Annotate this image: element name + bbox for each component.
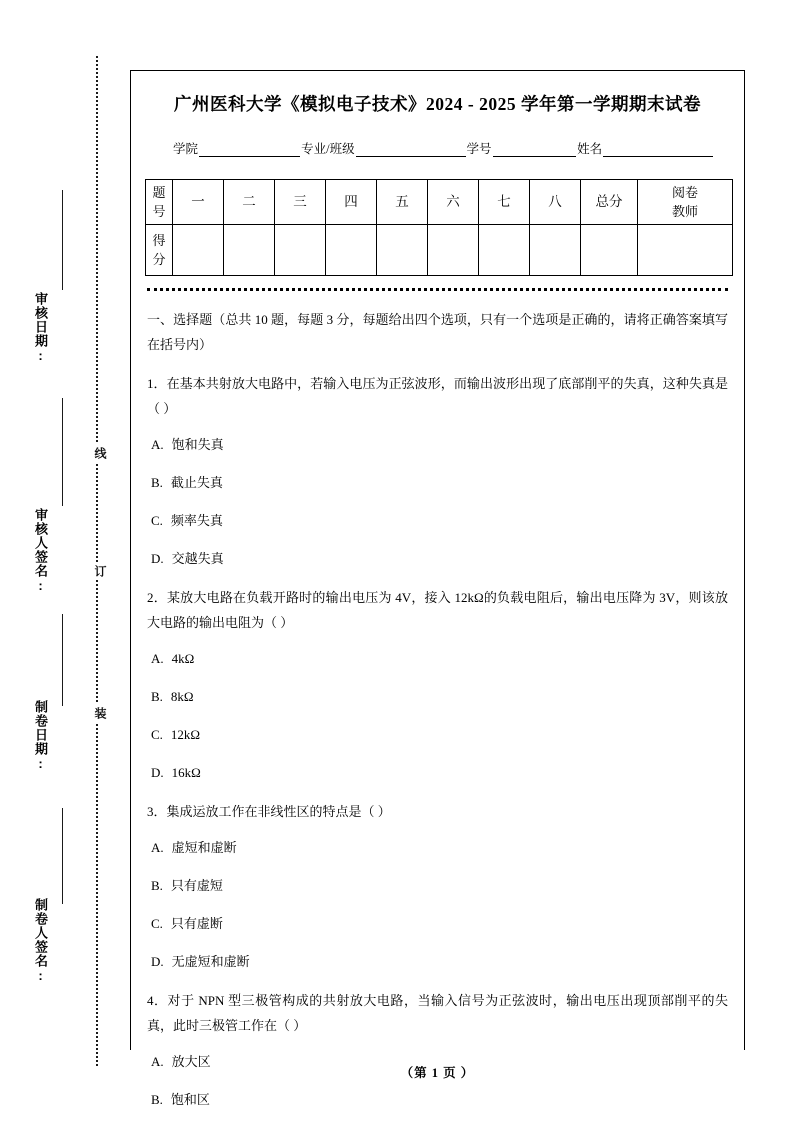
question-stem: 1．在基本共射放大电路中，若输入电压为正弦波形，而输出波形出现了底部削平的失真，这种失真是（ ） [147, 376, 728, 416]
score-cell-teacher[interactable] [638, 225, 733, 276]
question-stem: 2．某放大电路在负载开路时的输出电压为 4V，接入 12kΩ的负载电阻后，输出电压降为 3V，则该放大电路的输出电阻为（ ） [147, 590, 728, 630]
question-block-3 [147, 799, 728, 974]
table-row-question-numbers [146, 180, 733, 225]
score-cell-7[interactable] [479, 225, 530, 276]
student-id-blank[interactable] [493, 143, 577, 157]
option-text: 饱和区 [170, 1092, 210, 1107]
option-b[interactable] [151, 685, 728, 709]
option-b[interactable] [151, 874, 728, 898]
column-header-teacher [638, 180, 733, 225]
option-key: A. [151, 1054, 164, 1069]
section-divider [147, 288, 728, 291]
option-a[interactable] [151, 836, 728, 860]
binding-margin [0, 0, 120, 1122]
question-list [145, 307, 730, 1112]
teacher-label-line2: 教师 [671, 204, 698, 219]
option-key: A. [151, 437, 164, 452]
option-key: C. [151, 916, 163, 931]
question-block-2 [147, 585, 728, 785]
score-header-line2: 分 [152, 252, 166, 267]
student-info-line [145, 139, 730, 157]
option-key: C. [151, 513, 163, 528]
option-key: D. [151, 954, 164, 969]
table-row-scores [146, 225, 733, 276]
row-header-line2: 号 [152, 204, 166, 219]
option-text: 无虚短和虚断 [171, 954, 250, 969]
row-header-line1: 题 [152, 185, 166, 200]
column-header-1: 一 [173, 180, 224, 225]
question-stem: 4．对于 NPN 型三极管构成的共射放大电路，当输入信号为正弦波时，输出电压出现顶部削平的失真，此时三极管工作在（ ） [147, 993, 728, 1033]
option-text: 16kΩ [171, 765, 201, 780]
score-cell-4[interactable] [326, 225, 377, 276]
option-key: A. [151, 651, 164, 666]
binding-dotted-line [96, 56, 98, 1066]
option-c[interactable] [151, 912, 728, 936]
page-number-footer: （第 1 页 ） [400, 1066, 475, 1080]
option-text: 12kΩ [170, 727, 201, 742]
option-key: D. [151, 765, 164, 780]
question-stem: 3．集成运放工作在非线性区的特点是（ ） [147, 804, 391, 819]
option-c[interactable] [151, 723, 728, 747]
college-blank[interactable] [199, 143, 300, 157]
name-blank[interactable] [603, 143, 713, 157]
column-header-7: 七 [479, 180, 530, 225]
option-key: A. [151, 840, 164, 855]
score-cell-3[interactable] [275, 225, 326, 276]
column-header-total: 总分 [581, 180, 638, 225]
option-a[interactable] [151, 433, 728, 457]
option-key: B. [151, 475, 163, 490]
column-header-8: 八 [530, 180, 581, 225]
score-cell-8[interactable] [530, 225, 581, 276]
column-header-2: 二 [224, 180, 275, 225]
option-key: B. [151, 1092, 163, 1107]
row-header-question-number [146, 180, 173, 225]
option-d[interactable] [151, 547, 728, 571]
margin-label-maker-signature: 制卷人签名: [33, 898, 48, 984]
score-cell-1[interactable] [173, 225, 224, 276]
column-header-6: 六 [428, 180, 479, 225]
margin-rule-2 [62, 398, 63, 506]
option-key: B. [151, 689, 163, 704]
score-cell-6[interactable] [428, 225, 479, 276]
option-text: 8kΩ [170, 689, 194, 704]
option-b[interactable] [151, 1088, 728, 1112]
major-label: 专业/班级 [301, 142, 355, 156]
margin-label-review-date: 审核日期: [33, 292, 48, 364]
option-d[interactable] [151, 761, 728, 785]
question-block-1 [147, 371, 728, 571]
teacher-label-line1: 阅卷 [671, 185, 698, 200]
margin-rule-4 [62, 808, 63, 904]
margin-label-maker-date: 制卷日期: [33, 700, 48, 772]
option-key: D. [151, 551, 164, 566]
binding-char-wrap: 装 [85, 704, 109, 722]
margin-rule-1 [62, 190, 63, 290]
page-title: 广州医科大学《模拟电子技术》2024 - 2025 学年第一学期期末试卷 [174, 94, 701, 114]
option-a[interactable] [151, 647, 728, 671]
option-text: 虚短和虚断 [171, 840, 237, 855]
option-key: B. [151, 878, 163, 893]
option-c[interactable] [151, 509, 728, 533]
score-table [145, 179, 733, 276]
option-key: C. [151, 727, 163, 742]
student-id-label: 学号 [466, 142, 492, 156]
binding-char-bind: 订 [85, 562, 109, 580]
option-text: 饱和失真 [171, 437, 224, 452]
option-text: 截止失真 [170, 475, 223, 490]
margin-label-reviewer-signature: 审核人签名: [33, 508, 48, 594]
column-header-3: 三 [275, 180, 326, 225]
column-header-4: 四 [326, 180, 377, 225]
option-text: 放大区 [171, 1054, 211, 1069]
column-header-5: 五 [377, 180, 428, 225]
option-text: 频率失真 [170, 513, 223, 528]
option-b[interactable] [151, 471, 728, 495]
margin-rule-3 [62, 614, 63, 706]
score-header-line1: 得 [152, 233, 166, 248]
question-block-4 [147, 988, 728, 1112]
score-cell-2[interactable] [224, 225, 275, 276]
option-d[interactable] [151, 950, 728, 974]
major-blank[interactable] [356, 143, 466, 157]
option-text: 只有虚断 [170, 916, 223, 931]
college-label: 学院 [173, 142, 199, 156]
name-label: 姓名 [577, 142, 603, 156]
row-header-score [146, 225, 173, 276]
score-cell-total[interactable] [581, 225, 638, 276]
option-text: 只有虚短 [170, 878, 223, 893]
binding-char-line: 线 [85, 444, 109, 462]
score-cell-5[interactable] [377, 225, 428, 276]
section-heading: 一、选择题（总共 10 题，每题 3 分，每题给出四个选项，只有一个选项是正确的，请将正确答案填写在括号内） [147, 312, 728, 352]
option-text: 4kΩ [171, 651, 195, 666]
option-text: 交越失真 [171, 551, 224, 566]
